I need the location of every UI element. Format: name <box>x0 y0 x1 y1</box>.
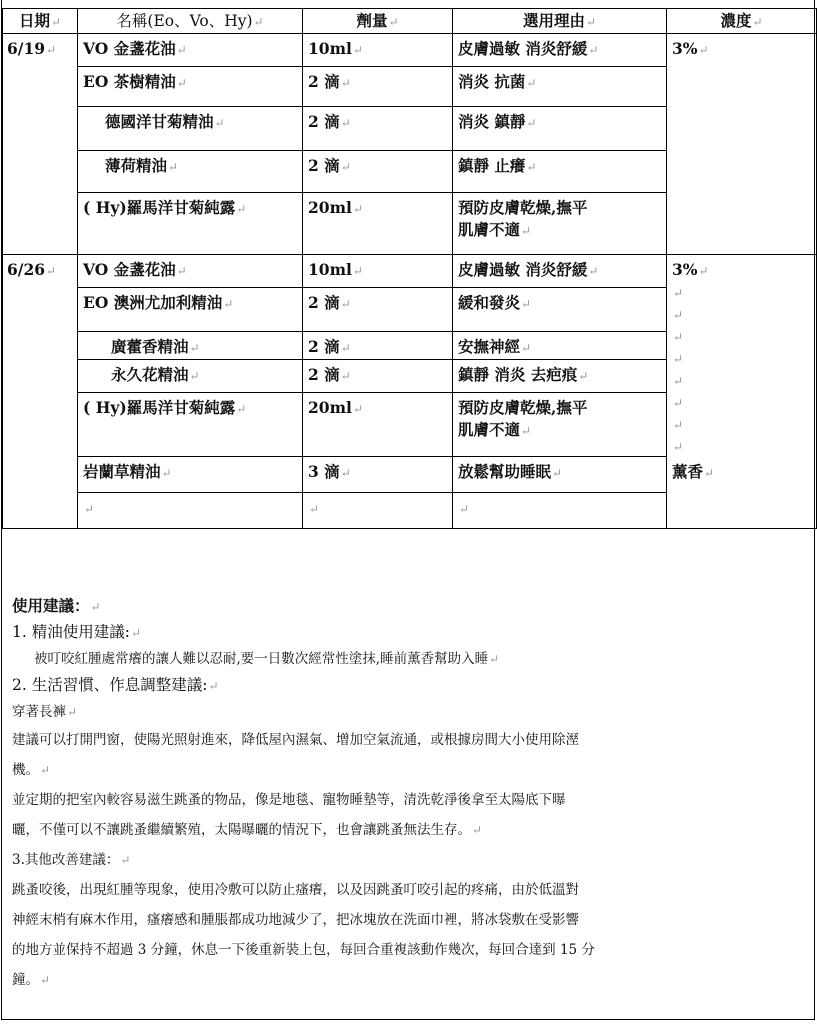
section-2-line: 機。↵ <box>12 762 51 778</box>
header-reason: 選用理由↵ <box>453 9 667 34</box>
dose-cell: 10ml↵ <box>303 255 453 288</box>
name-cell: VO 金盞花油↵ <box>78 34 303 67</box>
date-cell: 6/26↵ <box>3 255 78 529</box>
dose-cell: 10ml↵ <box>303 34 453 67</box>
table-row <box>3 255 817 288</box>
reason-cell: ↵ <box>453 493 667 529</box>
dose-cell: 2 滴↵ <box>303 151 453 193</box>
reason-cell: 放鬆幫助睡眠↵ <box>453 457 667 493</box>
reason-cell: 緩和發炎↵ <box>453 288 667 332</box>
dose-cell: 2 滴↵ <box>303 288 453 332</box>
reason-cell: 安撫神經↵ <box>453 332 667 360</box>
reason-cell: 消炎 抗菌↵ <box>453 67 667 107</box>
name-cell: EO 茶樹精油↵ <box>78 67 303 107</box>
section-2-line: 穿著長褲↵ <box>12 704 78 720</box>
section-3-line: 跳蚤咬後，出現紅腫等現象，使用冷敷可以防止瘙癢，以及因跳蚤叮咬引起的疼痛，由於低溫對 <box>12 882 579 898</box>
name-cell: EO 澳洲尤加利精油↵ <box>78 288 303 332</box>
section-2-line: 曬，不僅可以不讓跳蚤繼續繁殖，太陽曝曬的情況下，也會讓跳蚤無法生存。↵ <box>12 822 483 838</box>
section-3-line: 的地方並保持不超過 3 分鐘，休息一下後重新裝上包，每回合重複該動作幾次，每回合達到 15 分 <box>12 942 595 958</box>
section-1-text: 被叮咬紅腫處常癢的讓人難以忍耐,要一日數次經常性塗抹,睡前薰香幫助入睡↵ <box>34 651 500 667</box>
date-cell: 6/19↵ <box>3 34 78 255</box>
reason-cell: 鎮靜 消炎 去疤痕↵ <box>453 360 667 393</box>
reason-cell: 鎮靜 止癢↵ <box>453 151 667 193</box>
dose-cell: 2 滴↵ <box>303 67 453 107</box>
name-cell: 廣藿香精油↵ <box>78 332 303 360</box>
dose-cell: 20ml↵ <box>303 393 453 457</box>
notes-heading: 使用建議：↵ <box>12 596 101 615</box>
header-dose: 劑量↵ <box>303 9 453 34</box>
dose-cell: 2 滴↵ <box>303 360 453 393</box>
oil-recipe-table <box>2 8 817 529</box>
concentration-cell: 3%↵ <box>667 34 817 255</box>
section-3-line: 鐘。↵ <box>12 972 51 988</box>
header-name: 名稱(Eo、Vo、Hy)↵ <box>78 9 303 34</box>
reason-cell: 皮膚過敏 消炎舒緩↵ <box>453 34 667 67</box>
concentration-cell: 3%↵ ↵ ↵ ↵ ↵ ↵ ↵ ↵ ↵ 薰香↵ <box>667 255 817 529</box>
name-cell: VO 金盞花油↵ <box>78 255 303 288</box>
table-header-row <box>3 9 817 34</box>
section-3-title: 3.其他改善建議：↵ <box>12 852 131 868</box>
header-date: 日期↵ <box>3 9 78 34</box>
header-concentration: 濃度↵ <box>667 9 817 34</box>
name-cell: ↵ <box>78 493 303 529</box>
table-row <box>3 34 817 67</box>
dose-cell: 20ml↵ <box>303 193 453 255</box>
dose-cell: 2 滴↵ <box>303 107 453 151</box>
reason-cell: 預防皮膚乾燥,撫平 肌膚不適↵ <box>453 193 667 255</box>
reason-cell: 消炎 鎮靜↵ <box>453 107 667 151</box>
reason-cell: 預防皮膚乾燥,撫平 肌膚不適↵ <box>453 393 667 457</box>
section-1-title: 1. 精油使用建議:↵ <box>12 623 142 641</box>
name-cell: 薄荷精油↵ <box>78 151 303 193</box>
section-2-title: 2. 生活習慣、作息調整建議:↵ <box>12 676 219 694</box>
name-cell: ( Hy)羅馬洋甘菊純露↵ <box>78 393 303 457</box>
dose-cell: 2 滴↵ <box>303 332 453 360</box>
section-2-line: 建議可以打開門窗，使陽光照射進來，降低屋內濕氣、增加空氣流通，或根據房間大小使用除溼 <box>12 732 579 748</box>
usage-notes <box>2 592 816 1020</box>
name-cell: 永久花精油↵ <box>78 360 303 393</box>
name-cell: 德國洋甘菊精油↵ <box>78 107 303 151</box>
section-2-line: 並定期的把室內較容易滋生跳蚤的物品，像是地毯、寵物睡墊等，清洗乾淨後拿至太陽底下曝 <box>12 792 566 808</box>
dose-cell: 3 滴↵ <box>303 457 453 493</box>
section-3-line: 神經末梢有麻木作用，瘙癢感和腫脹都成功地減少了，把冰塊放在洗面巾裡，將冰袋敷在受影響 <box>12 912 579 928</box>
document-page <box>1 0 815 1020</box>
reason-cell: 皮膚過敏 消炎舒緩↵ <box>453 255 667 288</box>
name-cell: 岩蘭草精油↵ <box>78 457 303 493</box>
dose-cell: ↵ <box>303 493 453 529</box>
name-cell: ( Hy)羅馬洋甘菊純露↵ <box>78 193 303 255</box>
fragrance-label: 薰香 <box>672 462 704 481</box>
